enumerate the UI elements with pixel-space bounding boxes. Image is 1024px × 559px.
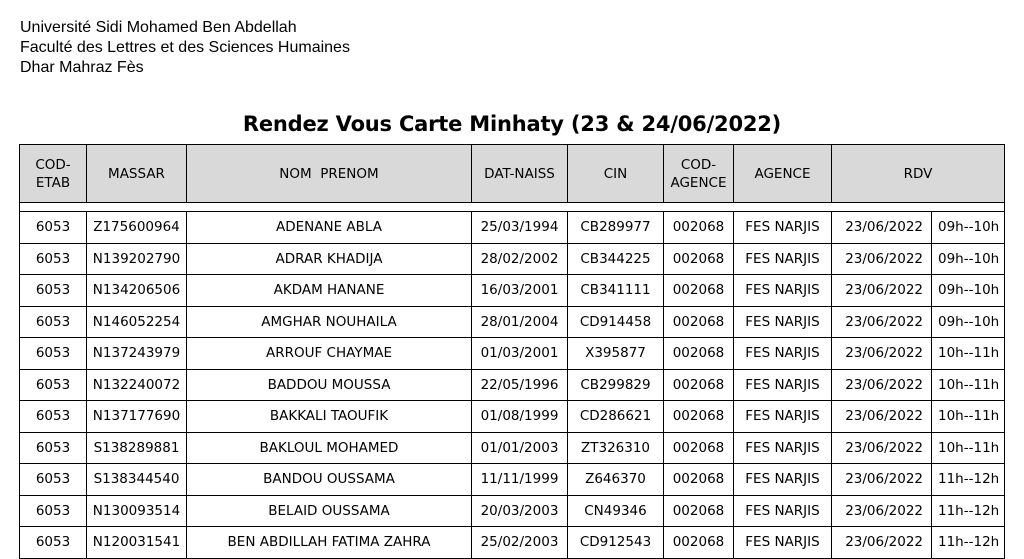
cell-nom-prenom: BAKLOUL MOHAMED	[187, 432, 472, 464]
table-row	[20, 464, 1005, 496]
table-row	[20, 338, 1005, 370]
table-row	[20, 275, 1005, 307]
cell-cin: CB341111	[568, 275, 664, 307]
table-row	[20, 432, 1005, 464]
col-header-agence: AGENCE	[734, 145, 832, 203]
cell-rdv-time: 10h--11h	[932, 401, 1005, 433]
cell-cin: CN49346	[568, 495, 664, 527]
cell-rdv-time: 09h--10h	[932, 306, 1005, 338]
table-row	[20, 212, 1005, 244]
cell-cin: X395877	[568, 338, 664, 370]
cell-dat-naiss: 20/03/2003	[472, 495, 568, 527]
cell-cin: CD914458	[568, 306, 664, 338]
cell-cod-etab: 6053	[20, 212, 87, 244]
cell-rdv-date: 23/06/2022	[832, 338, 932, 370]
cell-rdv-time: 10h--11h	[932, 432, 1005, 464]
col-header-dat-naiss: DAT-NAISS	[472, 145, 568, 203]
cell-cin: ZT326310	[568, 432, 664, 464]
cell-nom-prenom: ADENANE ABLA	[187, 212, 472, 244]
cell-massar: N146052254	[87, 306, 187, 338]
table-row	[20, 243, 1005, 275]
cell-dat-naiss: 25/02/2003	[472, 527, 568, 559]
cell-cod-agence: 002068	[664, 527, 734, 559]
col-header-nom-prenom: NOM PRENOM	[187, 145, 472, 203]
cell-cod-agence: 002068	[664, 464, 734, 496]
cell-agence: FES NARJIS	[734, 306, 832, 338]
institution-header	[20, 18, 350, 78]
cell-rdv-time: 09h--10h	[932, 243, 1005, 275]
cell-agence: FES NARJIS	[734, 527, 832, 559]
cell-rdv-date: 23/06/2022	[832, 369, 932, 401]
cell-rdv-time: 10h--11h	[932, 369, 1005, 401]
cell-cod-agence: 002068	[664, 369, 734, 401]
cell-cin: CD286621	[568, 401, 664, 433]
cell-massar: N137243979	[87, 338, 187, 370]
cell-dat-naiss: 28/01/2004	[472, 306, 568, 338]
cell-cin: CB299829	[568, 369, 664, 401]
cell-dat-naiss: 22/05/1996	[472, 369, 568, 401]
cell-cod-etab: 6053	[20, 338, 87, 370]
cell-massar: N139202790	[87, 243, 187, 275]
cell-agence: FES NARJIS	[734, 275, 832, 307]
cell-rdv-date: 23/06/2022	[832, 495, 932, 527]
cell-cin: CB344225	[568, 243, 664, 275]
cell-rdv-date: 23/06/2022	[832, 275, 932, 307]
cell-rdv-date: 23/06/2022	[832, 527, 932, 559]
appointments-table	[19, 144, 1005, 559]
cell-rdv-date: 23/06/2022	[832, 464, 932, 496]
cell-cin: CD912543	[568, 527, 664, 559]
col-header-cin: CIN	[568, 145, 664, 203]
table-row	[20, 495, 1005, 527]
cell-agence: FES NARJIS	[734, 338, 832, 370]
cell-massar: N134206506	[87, 275, 187, 307]
cell-rdv-time: 09h--10h	[932, 212, 1005, 244]
cell-rdv-date: 23/06/2022	[832, 401, 932, 433]
table-row	[20, 306, 1005, 338]
cell-nom-prenom: BELAID OUSSAMA	[187, 495, 472, 527]
cell-dat-naiss: 11/11/1999	[472, 464, 568, 496]
cell-rdv-date: 23/06/2022	[832, 243, 932, 275]
cell-massar: Z175600964	[87, 212, 187, 244]
col-header-cod-agence: COD- AGENCE	[664, 145, 734, 203]
cell-cod-agence: 002068	[664, 306, 734, 338]
cell-agence: FES NARJIS	[734, 212, 832, 244]
cell-cod-etab: 6053	[20, 306, 87, 338]
cell-massar: N130093514	[87, 495, 187, 527]
cell-dat-naiss: 25/03/1994	[472, 212, 568, 244]
cell-nom-prenom: BANDOU OUSSAMA	[187, 464, 472, 496]
page-title: Rendez Vous Carte Minhaty (23 & 24/06/2022)	[242, 112, 782, 136]
cell-cod-agence: 002068	[664, 432, 734, 464]
table-row	[20, 527, 1005, 559]
cell-nom-prenom: ARROUF CHAYMAE	[187, 338, 472, 370]
col-header-massar: MASSAR	[87, 145, 187, 203]
cell-nom-prenom: BAKKALI TAOUFIK	[187, 401, 472, 433]
cell-dat-naiss: 16/03/2001	[472, 275, 568, 307]
cell-cod-agence: 002068	[664, 401, 734, 433]
cell-cod-agence: 002068	[664, 243, 734, 275]
cell-agence: FES NARJIS	[734, 401, 832, 433]
col-header-cod-etab: COD- ETAB	[20, 145, 87, 203]
cell-dat-naiss: 01/01/2003	[472, 432, 568, 464]
cell-massar: N120031541	[87, 527, 187, 559]
cell-agence: FES NARJIS	[734, 369, 832, 401]
university-name: Université Sidi Mohamed Ben Abdellah	[20, 19, 297, 36]
cell-rdv-time: 11h--12h	[932, 495, 1005, 527]
cell-rdv-time: 10h--11h	[932, 338, 1005, 370]
cell-dat-naiss: 01/03/2001	[472, 338, 568, 370]
cell-agence: FES NARJIS	[734, 432, 832, 464]
cell-rdv-date: 23/06/2022	[832, 212, 932, 244]
cell-nom-prenom: BEN ABDILLAH FATIMA ZAHRA	[187, 527, 472, 559]
faculty-name: Faculté des Lettres et des Sciences Humaines	[20, 39, 350, 56]
col-header-rdv: RDV	[832, 145, 1005, 203]
cell-cod-agence: 002068	[664, 338, 734, 370]
cell-rdv-time: 09h--10h	[932, 275, 1005, 307]
cell-cod-agence: 002068	[664, 495, 734, 527]
cell-dat-naiss: 28/02/2002	[472, 243, 568, 275]
cell-cod-etab: 6053	[20, 527, 87, 559]
campus-name: Dhar Mahraz Fès	[20, 59, 144, 76]
cell-cod-agence: 002068	[664, 275, 734, 307]
cell-cod-etab: 6053	[20, 432, 87, 464]
cell-cod-etab: 6053	[20, 401, 87, 433]
cell-agence: FES NARJIS	[734, 464, 832, 496]
cell-rdv-time: 11h--12h	[932, 527, 1005, 559]
cell-cin: Z646370	[568, 464, 664, 496]
table-row	[20, 369, 1005, 401]
table-header-row	[20, 145, 1005, 203]
cell-dat-naiss: 01/08/1999	[472, 401, 568, 433]
cell-nom-prenom: BADDOU MOUSSA	[187, 369, 472, 401]
cell-cod-etab: 6053	[20, 495, 87, 527]
header-spacer	[20, 203, 1005, 212]
cell-nom-prenom: AKDAM HANANE	[187, 275, 472, 307]
cell-massar: S138344540	[87, 464, 187, 496]
cell-agence: FES NARJIS	[734, 495, 832, 527]
cell-cod-agence: 002068	[664, 212, 734, 244]
cell-massar: N137177690	[87, 401, 187, 433]
cell-rdv-time: 11h--12h	[932, 464, 1005, 496]
cell-cod-etab: 6053	[20, 464, 87, 496]
cell-rdv-date: 23/06/2022	[832, 306, 932, 338]
cell-cin: CB289977	[568, 212, 664, 244]
cell-massar: N132240072	[87, 369, 187, 401]
cell-rdv-date: 23/06/2022	[832, 432, 932, 464]
table-row	[20, 401, 1005, 433]
cell-cod-etab: 6053	[20, 243, 87, 275]
cell-cod-etab: 6053	[20, 369, 87, 401]
cell-nom-prenom: ADRAR KHADIJA	[187, 243, 472, 275]
cell-nom-prenom: AMGHAR NOUHAILA	[187, 306, 472, 338]
cell-cod-etab: 6053	[20, 275, 87, 307]
cell-agence: FES NARJIS	[734, 243, 832, 275]
cell-massar: S138289881	[87, 432, 187, 464]
